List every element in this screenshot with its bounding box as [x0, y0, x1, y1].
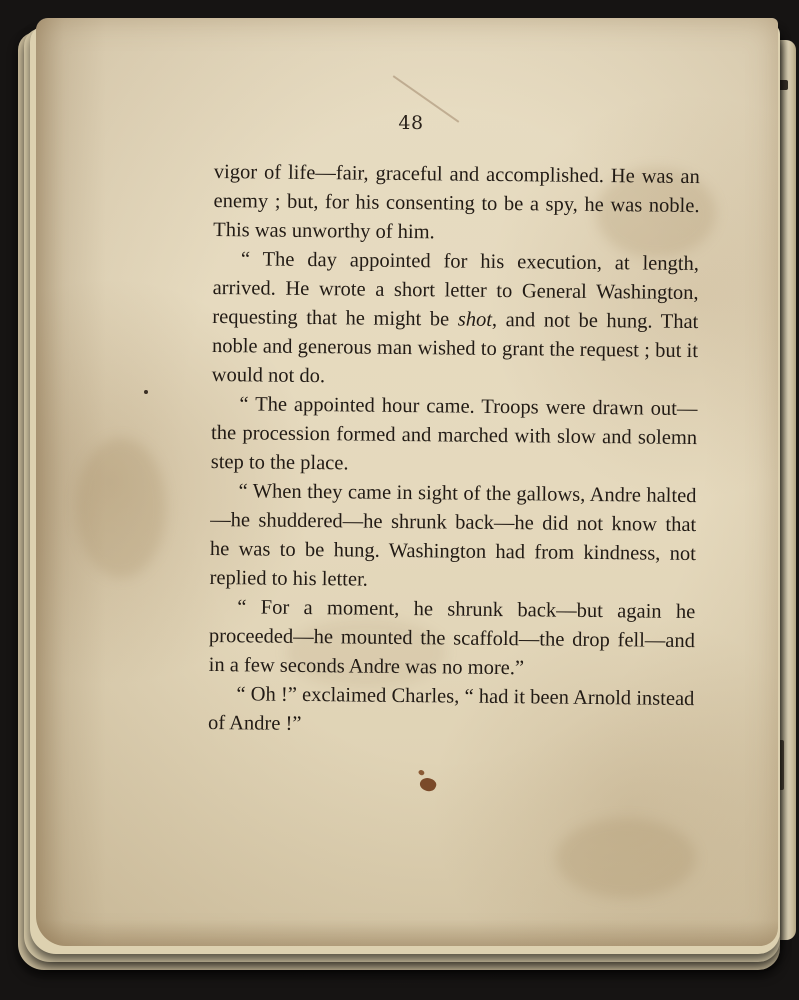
paragraph	[211, 390, 698, 482]
italic-text: shot	[457, 308, 493, 331]
body-text	[208, 158, 700, 743]
paragraph	[208, 680, 695, 743]
ink-blot	[418, 775, 438, 794]
paragraph	[212, 245, 699, 395]
paragraph	[209, 477, 696, 598]
foxing-stain	[76, 438, 166, 578]
text-segment: , and not be hung. That noble and generous man wished to grant the request ; but it would not do.	[211, 308, 699, 388]
text-segment: “ Oh !” exclaimed Charles, “ had it been Arnold instead of Andre !”	[207, 683, 695, 735]
text-segment: “ The day appointed for his execution, at length, arrived. He wrote a short letter to General Washington, requesting that he might be	[212, 248, 700, 331]
ink-dot	[144, 390, 148, 394]
text-segment: “ The appointed hour came. Troops were drawn out—the procession formed and marched with slow and solemn step to the place.	[210, 393, 698, 475]
text-segment: “ For a moment, he shrunk back—but again he proceeded—he mounted the scaffold—the drop fell—and in a few seconds Andre was no more.”	[208, 596, 696, 680]
page-bottom-wear	[36, 920, 778, 946]
page-number: 48	[398, 112, 424, 134]
book-page	[36, 18, 778, 946]
text-segment: “ When they came in sight of the gallows, Andre halted—he shuddered—he shrunk back—he did not know that he was to be hung. Washington had from kindness, not replied to his letter.	[209, 480, 697, 591]
paragraph	[213, 158, 700, 250]
foxing-stain	[556, 818, 696, 898]
paragraph	[209, 593, 696, 685]
text-segment: vigor of life—fair, graceful and accomplished. He was an enemy ; but, for his consenting to be a spy, he was noble. This was unworthy of him.	[213, 160, 700, 244]
